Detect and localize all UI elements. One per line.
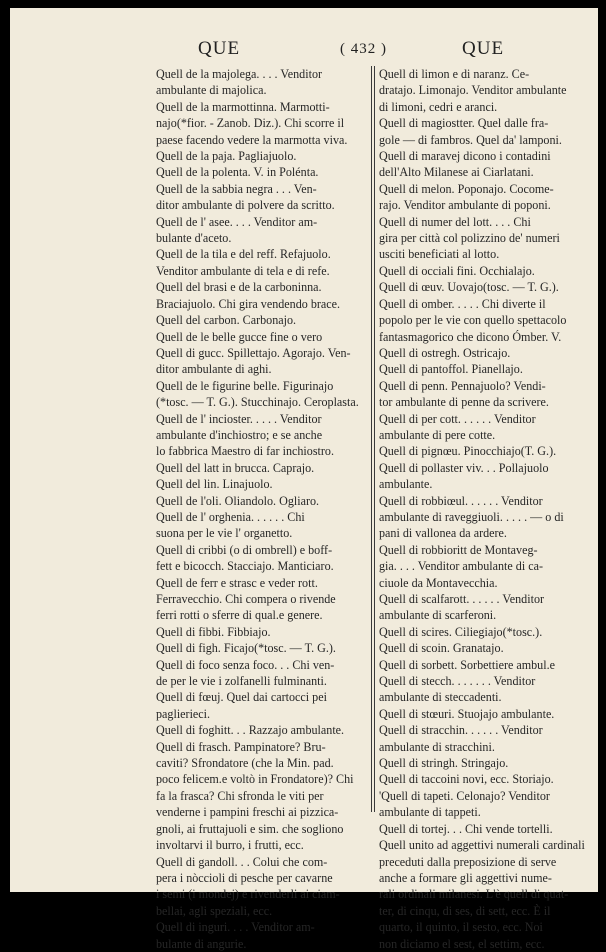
text-line: venderne i pampini freschi ai pizzica- — [156, 805, 339, 820]
text-line: ambulante di majolica. — [156, 83, 267, 98]
text-line: Quell de l' asee. . . . Venditor am- — [156, 214, 318, 229]
text-line: di limoni, cedri e aranci. — [379, 99, 498, 114]
text-line: i semi (i mondej) e rivenderli ai ciam- — [156, 887, 340, 902]
text-line: Quell di cribbi (o di ombrell) e boff- — [156, 542, 333, 557]
text-line: ambulante. — [379, 477, 433, 492]
text-line: Quell di foco senza foco. . . Chi ven- — [156, 657, 335, 672]
text-line: 'Quell di tapeti. Celonajo? Venditor — [379, 788, 550, 803]
text-line: ambulante d'inchiostro; e se anche — [156, 427, 323, 442]
text-line: ambulante di stracchini. — [379, 739, 495, 754]
text-line: Quell de la polenta. V. in Polénta. — [156, 165, 319, 180]
text-line: Quell di omber. . . . . Chi diverte il — [379, 296, 546, 311]
text-line: ter, di cinqu, di ses, di sett, ecc. È il — [379, 903, 551, 918]
text-line: Quell di pollaster viv. . . Pollajuolo — [379, 460, 549, 475]
text-line: Quell de la marmottinna. Marmotti- — [156, 99, 330, 114]
text-line: Quell de la tila e del reff. Refajuolo. — [156, 247, 331, 262]
text-line: caviti? Sfrondatore (che la Min. pad. — [156, 756, 334, 771]
text-line: Quell del latt in brucca. Caprajo. — [156, 460, 315, 475]
text-line: ditor ambulante di aghi. — [156, 362, 272, 377]
text-line: ambulante di tappeti. — [379, 805, 481, 820]
page-header — [10, 38, 598, 66]
text-line: dratajo. Limonajo. Venditor ambulante — [379, 83, 567, 98]
header-left-word: QUE — [198, 38, 241, 59]
text-line: lo fabbrica Maestro di far inchiostro. — [156, 444, 334, 459]
text-line: Quell di stracchin. . . . . . Venditor — [379, 723, 543, 738]
text-line: Quell di sorbett. Sorbettiere ambul.e — [379, 657, 555, 672]
text-line: tor ambulante di penne da scrivere. — [379, 395, 549, 410]
right-column — [379, 66, 586, 952]
text-line: involtarvi il burro, i frutti, ecc. — [156, 838, 304, 853]
text-line: rali ordinali milanesi. L'è quell di quat- — [379, 887, 569, 902]
text-line: gole — di fambros. Quel da' lamponi. — [379, 132, 562, 147]
column-divider — [371, 66, 375, 812]
text-line: Quell de le belle gucce fine o vero — [156, 329, 323, 344]
text-line: Quell di ostregh. Ostricajo. — [379, 345, 511, 360]
text-line: Quell di taccoini novi, ecc. Storiajo. — [379, 772, 554, 787]
text-line: gia. . . . Venditor ambulante di ca- — [379, 559, 544, 574]
text-line: Quell di frasch. Pampinatore? Bru- — [156, 739, 326, 754]
text-line: popolo per le vie con quello spettacolo — [379, 313, 567, 328]
text-line: rajo. Venditor ambulante di poponi. — [379, 198, 551, 213]
text-line: Quell di robbiœul. . . . . . Venditor — [379, 493, 543, 508]
text-line: Quell di fœuj. Quel dai cartocci pei — [156, 690, 327, 705]
text-line: Quell di melon. Poponajo. Cocome- — [379, 181, 554, 196]
text-line: quarto, il quinto, il sesto, ecc. Noi — [379, 920, 543, 935]
text-line: Quell de l'oli. Oliandolo. Ogliaro. — [156, 493, 320, 508]
text-line: Quell de le figurine belle. Figurinajo — [156, 378, 334, 393]
text-line: Quell di fibbi. Fibbiajo. — [156, 624, 271, 639]
text-line: ferri rotti o sferre di qual.e genere. — [156, 608, 323, 623]
text-line: fantasmagorico che dicono Ómber. V. — [379, 329, 562, 344]
text-line: Quell de ferr e strasc e veder rott. — [156, 575, 318, 590]
text-line: fett e bicocch. Stacciajo. Manticiaro. — [156, 559, 334, 574]
text-line: pera i nòccioli di pesche per cavarne — [156, 870, 333, 885]
text-line: bulante d'aceto. — [156, 231, 232, 246]
text-line: Quell di numer del lott. . . . Chi — [379, 214, 531, 229]
dictionary-page — [10, 8, 598, 951]
text-line: Quell de l' orghenia. . . . . . Chi — [156, 509, 305, 524]
text-line: Venditor ambulante di tela e di refe. — [156, 263, 330, 278]
text-line: Quell de l' incioster. . . . . Venditor — [156, 411, 322, 426]
text-line: Quell del carbon. Carbonajo. — [156, 313, 297, 328]
text-line: Quell di occiali fini. Occhialajo. — [379, 263, 535, 278]
text-line: suona per le vie l' organetto. — [156, 526, 293, 541]
text-line: ambulante di scarferoni. — [379, 608, 497, 623]
text-line: dell'Alto Milanese ai Ciarlatani. — [379, 165, 534, 180]
text-line: Quell di maravej dicono i contadini — [379, 149, 551, 164]
text-line: ambulante di raveggiuoli. . . . . — o di — [379, 509, 564, 524]
text-line: gnoli, ai fruttajuoli e sim. che sogliono — [156, 821, 344, 836]
text-line: Braciajuolo. Chi gira vendendo brace. — [156, 296, 341, 311]
left-column — [156, 66, 368, 952]
text-line: usciti beneficiati al lotto. — [379, 247, 500, 262]
text-line: Quell di magiostter. Quel dalle fra- — [379, 116, 549, 131]
text-line: Quell di robbioritt de Montaveg- — [379, 542, 538, 557]
text-line: Quell di tortej. . . Chi vende tortelli. — [379, 821, 553, 836]
text-line: non diciamo el sest, el settim, ecc. — [379, 936, 545, 951]
text-line: Quell di gandoll. . . Colui che com- — [156, 854, 328, 869]
text-line: Quell de la majolega. . . . Venditor — [156, 67, 323, 81]
text-line: Quell di foghitt. . . Razzajo ambulante. — [156, 723, 345, 738]
text-line: Quell unito ad aggettivi numerali cardinali — [379, 838, 585, 853]
text-line: Quell di pignœu. Pinocchiajo(T. G.). — [379, 444, 557, 459]
text-line: Quell del brasi e de la carboninna. — [156, 280, 322, 295]
text-line: pani di vallonea da ardere. — [379, 526, 507, 541]
text-line: Quell di stœuri. Stuojajo ambulante. — [379, 706, 555, 721]
text-line: ditor ambulante di polvere da scritto. — [156, 198, 335, 213]
text-line: fa la frasca? Chi sfronda le viti per — [156, 788, 324, 803]
header-right-word: QUE — [462, 38, 505, 59]
text-line: anche a formare gli aggettivi nume- — [379, 870, 552, 885]
text-line: poco felicem.e voltò in Frondatore)? Chi — [156, 772, 354, 787]
text-line: Quell de la sabbia negra . . . Ven- — [156, 181, 317, 196]
text-line: Quell di pantoffol. Pianellajo. — [379, 362, 523, 377]
text-line: Quell di scalfarott. . . . . . Venditor — [379, 592, 545, 606]
text-line: Quell di per cott. . . . . . Venditor — [379, 411, 536, 426]
text-line: de per le vie i zolfanelli fulminanti. — [156, 674, 327, 689]
text-line: Quell di penn. Pennajuolo? Vendi- — [379, 378, 546, 393]
text-line: preceduti dalla preposizione di serve — [379, 854, 557, 869]
text-line: ambulante di pere cotte. — [379, 427, 496, 442]
text-line: Quell di scires. Ciliegiajo(*tosc.). — [379, 624, 543, 639]
text-line: Quell di œuv. Uovajo(tosc. — T. G.). — [379, 280, 559, 295]
text-line: bellai, agli speziali, ecc. — [156, 903, 273, 918]
text-line: Quell di gucc. Spillettajo. Agorajo. Ven- — [156, 345, 351, 360]
text-line: Quell de la paja. Pagliajuolo. — [156, 149, 297, 164]
text-line: gira per città col polizzino de' numeri — [379, 231, 560, 246]
text-line: Quell di stecch. . . . . . . Venditor — [379, 674, 536, 689]
text-line: Quell del lin. Linajuolo. — [156, 477, 273, 492]
text-line: paglierieci. — [156, 706, 211, 721]
text-line: Ferravecchio. Chi compera o rivende — [156, 592, 336, 606]
text-line: najo(*fior. - Zanob. Diz.). Chi scorre il — [156, 116, 345, 131]
text-line: Quell di scoin. Granatajo. — [379, 641, 504, 656]
text-line: ambulante di steccadenti. — [379, 690, 502, 705]
text-line: (*tosc. — T. G.). Stucchinajo. Ceroplasta. — [156, 395, 359, 410]
text-line: Quell di figh. Ficajo(*tosc. — T. G.). — [156, 641, 336, 656]
text-line: Quell di stringh. Stringajo. — [379, 756, 509, 771]
text-line: ciuole da Montavecchia. — [379, 575, 498, 590]
text-line: Quell di inguri. . . . Venditor am- — [156, 920, 315, 935]
text-line: Quell di limon e di naranz. Ce- — [379, 67, 530, 81]
page-number: ( 432 ) — [340, 41, 387, 57]
text-line: paese facendo vedere la marmotta viva. — [156, 132, 348, 147]
text-line: bulante di angurie. — [156, 936, 247, 951]
